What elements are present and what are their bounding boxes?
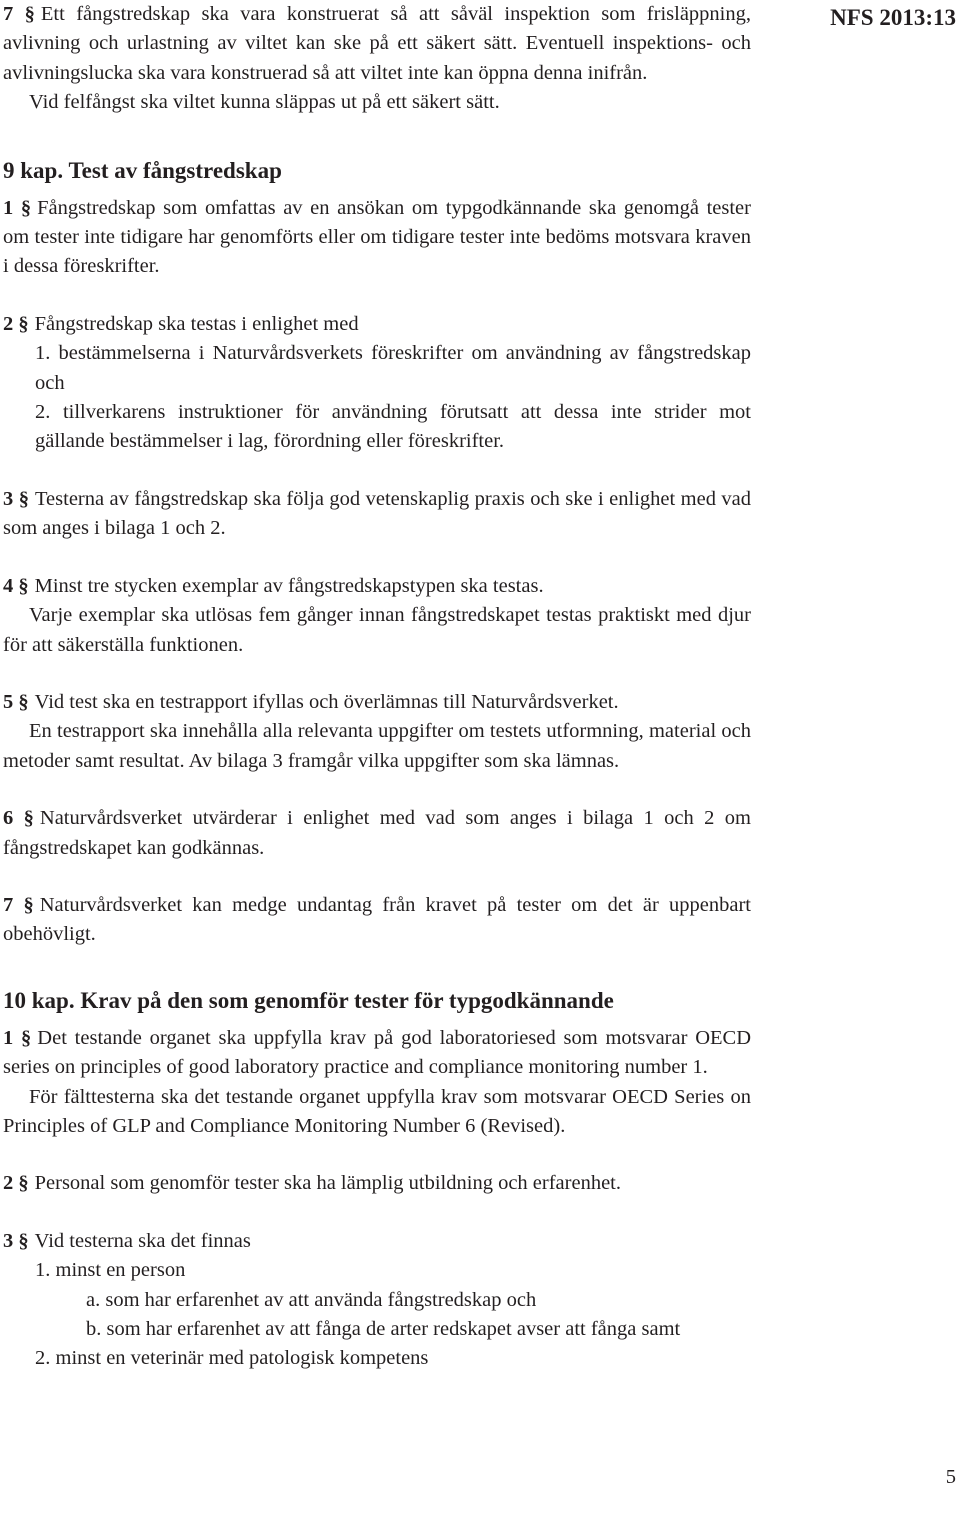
list-item: 1. bestämmelserna i Naturvårdsverkets föreskrifter om användning av fångstredskap och bbox=[35, 342, 751, 394]
chapter-number: 10 kap. bbox=[3, 987, 75, 1013]
paragraph-text: Naturvårdsverket utvärderar i enlighet med vad som anges i bilaga 1 och 2 om fångstredskapet kan godkännas. bbox=[3, 807, 751, 859]
numbered-list bbox=[3, 1256, 751, 1285]
section-7 bbox=[3, 891, 751, 950]
document-id: NFS 2013:13 bbox=[830, 5, 956, 30]
numbered-list bbox=[3, 1344, 751, 1373]
paragraph-continuation: Vid felfångst ska viltet kunna släppas ut på ett säkert sätt. bbox=[29, 91, 500, 114]
section-3 bbox=[3, 1227, 751, 1256]
section-mark: 7 § bbox=[3, 3, 35, 25]
chapter-heading bbox=[3, 986, 751, 1016]
paragraph-text: Personal som genomför tester ska ha lämplig utbildning och erfarenhet. bbox=[34, 1172, 621, 1195]
paragraph-continuation: Varje exemplar ska utlösas fem gånger innan fångstredskapet testas praktiskt med djur för att säkerställa funktionen. bbox=[3, 604, 751, 656]
paragraph-text: Vid test ska en testrapport ifyllas och överlämnas till Naturvårdsverket. bbox=[34, 690, 619, 713]
section-4 bbox=[3, 572, 751, 601]
paragraph-text: Testerna av fångstredskap ska följa god vetenskaplig praxis och ske i enlighet med vad som anges i bilaga 1 och 2. bbox=[3, 487, 751, 540]
chapter-heading bbox=[3, 156, 751, 186]
section-mark: 1 § bbox=[3, 196, 32, 219]
section-mark: 2 § bbox=[3, 1172, 29, 1195]
chapter-number: 9 kap. bbox=[3, 157, 64, 183]
section-1 bbox=[3, 194, 751, 282]
section-mark: 2 § bbox=[3, 312, 29, 335]
paragraph-intro bbox=[3, 0, 751, 88]
section-mark: 7 § bbox=[3, 893, 34, 916]
paragraph-text: Det testande organet ska uppfylla krav på god laboratoriesed som motsvarar OECD series on principles of good laboratory practice and compliance monitoring number 1. bbox=[3, 1026, 752, 1079]
paragraph-text: Minst tre stycken exemplar av fångstredskapstypen ska testas. bbox=[34, 574, 544, 597]
section-mark: 4 § bbox=[3, 574, 29, 597]
document-body bbox=[3, 0, 751, 1374]
section-mark: 6 § bbox=[3, 807, 34, 830]
lettered-list bbox=[3, 1286, 858, 1345]
list-item: a. som har erfarenhet av att använda fångstredskap och bbox=[86, 1288, 537, 1311]
paragraph-text: Naturvårdsverket kan medge undantag från kravet på tester om det är uppenbart obehövligt. bbox=[3, 893, 751, 946]
paragraph-text: Fångstredskap ska testas i enlighet med bbox=[34, 312, 359, 335]
list-item: 2. minst en veterinär med patologisk kompetens bbox=[35, 1347, 429, 1370]
page-number: 5 bbox=[945, 1466, 956, 1488]
section-1 bbox=[3, 1024, 751, 1083]
section-mark: 3 § bbox=[3, 487, 29, 510]
paragraph-continuation: För fälttesterna ska det testande organet uppfylla krav som motsvarar OECD Series on Principles of GLP and Compliance Monitoring Number 6 (Revised). bbox=[3, 1085, 751, 1137]
chapter-title: Test av fångstredskap bbox=[68, 157, 282, 183]
paragraph-text: Ett fångstredskap ska vara konstruerat så att såväl inspektion som frisläppning, avlivning och urlastning av viltet kan ske på ett säkert sätt. Eventuell inspektions- och avlivningslucka ska vara konstruerad så att viltet inte kan öppna denna inifrån. bbox=[3, 3, 751, 84]
list-item: 1. minst en person bbox=[35, 1259, 186, 1282]
section-2 bbox=[3, 1169, 751, 1198]
section-3 bbox=[3, 485, 751, 544]
section-5 bbox=[3, 688, 751, 717]
section-mark: 1 § bbox=[3, 1026, 32, 1049]
list-item: 2. tillverkarens instruktioner för användning förutsatt att dessa inte strider mot gällande bestämmelser i lag, förordning eller föreskrifter. bbox=[35, 401, 751, 453]
numbered-list bbox=[3, 339, 751, 457]
chapter-title: Krav på den som genomför tester för typgodkännande bbox=[80, 987, 614, 1013]
section-2 bbox=[3, 310, 751, 339]
section-6 bbox=[3, 804, 751, 863]
list-item: b. som har erfarenhet av att fånga de arter redskapet avser att fånga samt bbox=[86, 1318, 681, 1340]
section-mark: 3 § bbox=[3, 1229, 29, 1252]
section-mark: 5 § bbox=[3, 690, 29, 713]
paragraph-text: Vid testerna ska det finnas bbox=[34, 1229, 251, 1252]
paragraph-text: Fångstredskap som omfattas av en ansökan om typgodkännande ska genomgå tester om tester inte tidigare har genomförts eller om tidigare tester inte bedöms motsvara kraven i dessa föreskrifter. bbox=[3, 196, 751, 278]
paragraph-continuation: En testrapport ska innehålla alla relevanta uppgifter om testets utformning, material och metoder samt resultat. Av bilaga 3 framgår vilka uppgifter som ska lämnas. bbox=[3, 720, 751, 772]
